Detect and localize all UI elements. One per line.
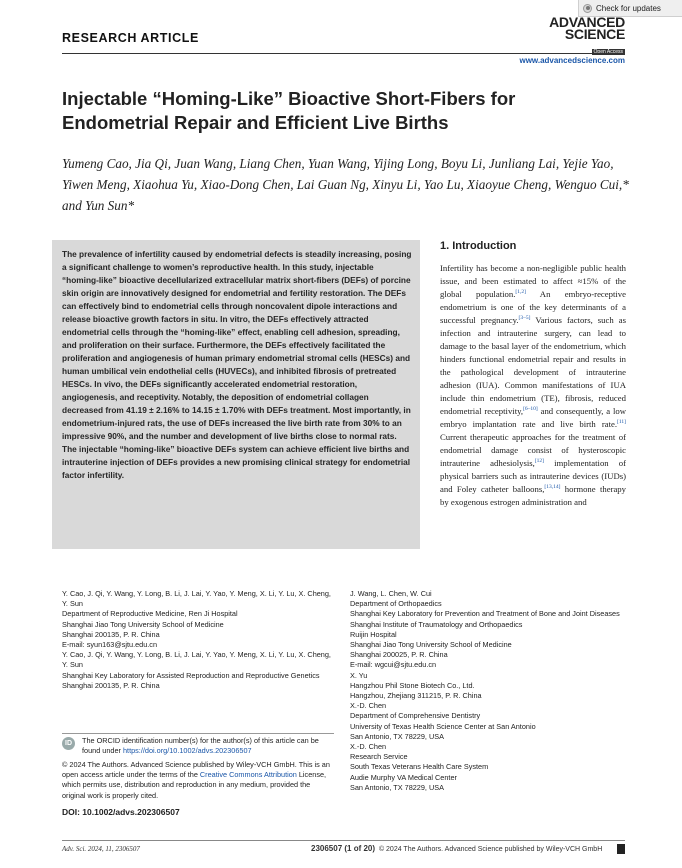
intro-text-segment: implementation of physical barriers such as intrauterine devices (IUDs) and Foley catheter balloons,	[440, 458, 626, 494]
affiliation-line: University of Texas Health Science Center at San Antonio	[350, 721, 536, 731]
intro-text-segment: and consequently, a low embryo implantation rate and live birth rate.	[440, 406, 626, 429]
notes-divider	[62, 733, 334, 734]
reference-link[interactable]: [6–10]	[523, 406, 538, 413]
orcid-icon: ID	[62, 737, 75, 750]
abstract-box	[52, 240, 420, 549]
affiliation-line: Shanghai Institute of Traumatology and Orthopaedics	[350, 619, 523, 629]
logo-line1: ADVANCED	[549, 14, 625, 30]
doi-label: DOI: 10.1002/advs.202306507	[62, 807, 180, 817]
affiliation-line: Y. Cao, J. Qi, Y. Wang, Y. Long, B. Li, J. Lai, Y. Yao, Y. Meng, X. Li, Y. Lu, X. Cheng, Y. Sun	[62, 589, 331, 609]
reference-link[interactable]: [1,2]	[515, 289, 526, 296]
email-link[interactable]: E-mail: wgcui@sjtu.edu.cn	[350, 660, 437, 670]
reference-link[interactable]: [11]	[617, 419, 626, 426]
email-link[interactable]: E-mail: syun163@sjtu.edu.cn	[62, 640, 158, 650]
open-access-badge: Open Access	[593, 49, 623, 55]
logo-line2: SCIENCE	[564, 26, 625, 42]
affiliation-line: Y. Cao, J. Qi, Y. Wang, Y. Long, B. Li, J. Lai, Y. Yao, Y. Meng, X. Li, Y. Lu, X. Cheng, Y. Sun	[62, 650, 331, 670]
intro-text-segment: Various factors, such as infection and intrauterine surgery, can lead to damage to the basal layer of the endometrium, which hinders functional endometrial repair and results in the pathological development of intrauterine adhesion (IUA). Common manifestations of IUA include thin endometrium (TE), fibrosis, reduced endometrial receptivity,	[440, 315, 626, 416]
license-link[interactable]: Creative Commons Attribution	[199, 770, 297, 780]
author-list: Yumeng Cao, Jia Qi, Juan Wang, Liang Chen, Yuan Wang, Yijing Long, Boyu Li, Junliang Lai, Yejie Yao, Yiwen Meng, Xiaohua Yu, Xiao-Dong Chen, Lai Guan Ng, Xinyu Li, Yao Lu, Xiaoyue Cheng, Wenguo Cui,* and Yun Sun*	[62, 156, 629, 213]
footer-journal: Adv. Sci. 2024, 11, 2306507	[62, 845, 140, 853]
affiliation-line: Department of Orthopaedics	[350, 599, 442, 609]
affiliation-line: Shanghai Key Laboratory for Assisted Reproduction and Reproductive Genetics	[62, 670, 320, 680]
affiliation-line: South Texas Veterans Health Care System	[350, 762, 489, 772]
affiliation-line: Audie Murphy VA Medical Center	[350, 772, 457, 782]
affiliation-line: J. Wang, L. Chen, W. Cui	[350, 589, 432, 598]
intro-heading: 1. Introduction	[440, 240, 517, 252]
article-type: RESEARCH ARTICLE	[62, 31, 199, 45]
affiliations-right	[350, 589, 630, 793]
check-for-updates-label: Check for updates	[596, 3, 661, 13]
footer-copyright: © 2024 The Authors. Advanced Science published by Wiley-VCH GmbH	[378, 846, 603, 853]
intro-text-segment: Infertility has become a non-negligible public health issue, and been estimated to affect ≈15% of the global population.	[440, 263, 626, 299]
journal-url-link[interactable]: www.advancedscience.com	[519, 56, 625, 65]
affiliation-line: Shanghai 200135, P. R. China	[62, 629, 160, 639]
page-number: 2306507 (1 of 20)	[311, 844, 376, 853]
affiliation-line: Shanghai 200135, P. R. China	[62, 680, 160, 690]
affiliation-line: Shanghai Key Laboratory for Prevention and Treatment of Bone and Joint Diseases	[350, 609, 620, 619]
intro-text-segment: Current therapeutic approaches for the treatment of endometrial damage consist of hysteroscopic intrauterine adhesiolysis,	[440, 432, 626, 468]
affiliation-line: Shanghai Jiao Tong University School of Medicine	[350, 640, 512, 650]
reference-link[interactable]: [3–5]	[518, 315, 531, 322]
intro-text-segment: An embryo-receptive endometrium is one of the key determinants of a successful pregnancy.	[440, 289, 627, 325]
affiliation-line: Department of Reproductive Medicine, Ren Ji Hospital	[62, 609, 238, 619]
affiliation-line: Department of Comprehensive Dentistry	[350, 711, 481, 721]
article-title: Injectable “Homing-Like” Bioactive Short-Fibers for Endometrial Repair and Efficient Live Births	[62, 88, 516, 133]
affiliation-line: San Antonio, TX 78229, USA	[350, 731, 444, 741]
orcid-text: The ORCID identification number(s) for the author(s) of this article can be found under	[82, 736, 319, 756]
orcid-note	[82, 736, 334, 756]
reference-link[interactable]: [12]	[534, 458, 544, 465]
copyright-rest: License, which permits use, distribution and reproduction in any medium, provided the original work is properly cited.	[62, 770, 327, 800]
affiliations-left	[62, 589, 334, 691]
footer-mark	[617, 844, 625, 854]
journal-logo	[535, 16, 625, 58]
orcid-doi-link[interactable]: https://doi.org/10.1002/advs.202306507	[122, 746, 252, 756]
affiliation-line: Ruijin Hospital	[350, 629, 397, 639]
reference-link[interactable]: [13,14]	[544, 484, 561, 491]
affiliation-line: San Antonio, TX 78229, USA	[350, 782, 444, 792]
affiliation-line: X. Yu	[350, 670, 368, 680]
intro-paragraph	[440, 262, 626, 509]
affiliation-line: Shanghai Jiao Tong University School of Medicine	[62, 619, 224, 629]
affiliation-line: Hangzhou Phil Stone Biotech Co., Ltd.	[350, 680, 475, 690]
affiliation-line: Shanghai 200025, P. R. China	[350, 650, 448, 660]
intro-text-segment: hormone therapy by exogenous estrogen administration and	[440, 484, 626, 507]
footer-divider	[62, 840, 625, 841]
affiliation-line: Research Service	[350, 752, 408, 762]
affiliation-line: X.-D. Chen	[350, 742, 387, 752]
copyright-text: © 2024 The Authors. Advanced Science published by Wiley-VCH GmbH. This is an open access article under the terms of the	[62, 760, 330, 780]
footer-info	[311, 844, 602, 853]
copyright-note	[62, 760, 334, 801]
affiliation-line: X.-D. Chen	[350, 701, 387, 711]
affiliation-line: Hangzhou, Zhejiang 311215, P. R. China	[350, 691, 482, 701]
abstract-text: The prevalence of infertility caused by endometrial defects is steadily increasing, posing a significant challenge to women’s reproductive health. In this study, injectable “homing-like” bioactive decellularized extracellular matrix short-fibers (DEFs) of porcine skin origin are innovatively designed for endometrial and fertility restoration. The DEFs can effectively bind to endometrial cells through noncovalent dipole interactions and release bioactive growth factors in situ. In vitro, the DEFs effectively attracted endometrial cells through the “homing-like” effect, enabling cell adhesion, spreading, and proliferation on their surface. Furthermore, the DEFs effectively facilitated the proliferation and angiogenesis of human primary endometrial stromal cells (HESCs) and human umbilical vein endothelial cells (HUVECs), and inhibited fibrosis of pretreated HESCs. In vivo, the DEFs significantly accelerated endometrial restoration, angiogenesis, and receptivity. Notably, the deposition of endometrial collagen decreased from 41.19 ± 2.16% to 14.15 ± 1.70% with DEFs treatment. Most importantly, in endometrium-injured rats, the use of DEFs increased the live birth rate from 30% to an impressive 90%, and the number and development of live births close to normal rats. The injectable “homing-like” bioactive DEFs system can achieve efficient live births and intrauterine injection of DEFs provides a new promising clinical strategy for endometrial factor infertility.	[62, 249, 412, 480]
update-icon	[583, 4, 592, 13]
header-divider	[62, 53, 625, 54]
